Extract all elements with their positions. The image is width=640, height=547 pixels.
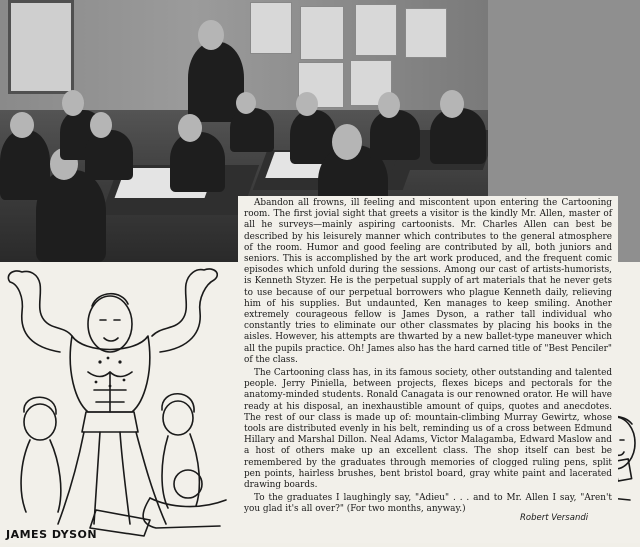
student-head [178,114,202,142]
muscleman-cartoon [0,262,236,543]
article-paragraph-1: Abandon all frowns, ill feeling and miscontent upon entering the Cartooning room. The first jovial sight that greets a visitor is the kindly Mr. Allen, master of all he surveys—mainly aspiring cartoonists. Mr. Charles Allen can best be described by his leisurely manner which contributes to the general atmosphere of the room. Humor and good feeling are contributed by all, both juniors and seniors. This is accomplished by the art work produced, and the frequent comic episodes which unfold during the sessions. Among our cast of artists-humorists, is Kenneth Styzer. He is the perpetual supply of art materials that he never gets to use because of our perpetual borrowers who plague Kenneth daily, relieving him of his supplies. But undaunted, Ken manages to keep smiling. Another extremely courageous fellow is James Dyson, a rather tall individual who constantly tries to eliminate our other classmates by placing his books in the aisles. However, his attempts are thwarted by a new ballet-type maneuver which all the pupils practice. Oh! James also has the hard carned title of "Best Penciler" of the class. [244,198,612,365]
student-head [10,112,34,138]
wall-poster [405,8,447,58]
teacher-head [198,20,224,50]
student-figure [430,108,486,164]
article-body [238,196,618,518]
wall-poster [300,6,344,60]
student-head [440,90,464,118]
student-head [90,112,112,138]
student-figure [230,108,274,152]
student-figure [370,110,420,160]
student-figure [36,170,106,262]
article-paragraph-2: The Cartooning class has, in its famous society, other outstanding and talented people. Jerry Piniella, between projects, flexes biceps and pectorals for the anatomy-minded students. Ronald Canagata is our renowned orator. He will have ready at his disposal, an inexhaustible amount of quips, quotes and anecdotes. The rest of our class is made up of: mountain-climbing Murray Gewirtz, whose tools are distributed evenly in his belt, reminding us of a cross between Edmund Hillary and Marshal Dillon. Neal Adams, Victor Malagamba, Edward Maslow and a host of others make up an excellent class. The shop itself can best be remembered by the graduates through memories of clogged ruling pens, split pen points, hairless brushes, bent bristol board, gray white paint and lacerated drawing boards. [244,368,612,491]
student-head [332,124,362,160]
article-paragraph-3: To the graduates I laughingly say, "Adieu" . . . and to Mr. Allen I say, "Aren't you glad it's all over?" (For two months, anyway.) [244,493,612,515]
author-signature: Robert Versandi [520,513,589,523]
cartoon-caption: JAMES DYSON [6,528,98,541]
student-head [62,90,84,116]
student-head [296,92,318,116]
student-head [236,92,256,114]
student-figure [85,130,133,180]
student-figure [170,132,225,192]
student-head [378,92,400,118]
teacher-figure [188,42,244,122]
wall-poster [250,2,292,54]
classroom-window [8,0,74,94]
wall-poster [355,4,397,56]
muscleman-illustration [0,262,236,543]
